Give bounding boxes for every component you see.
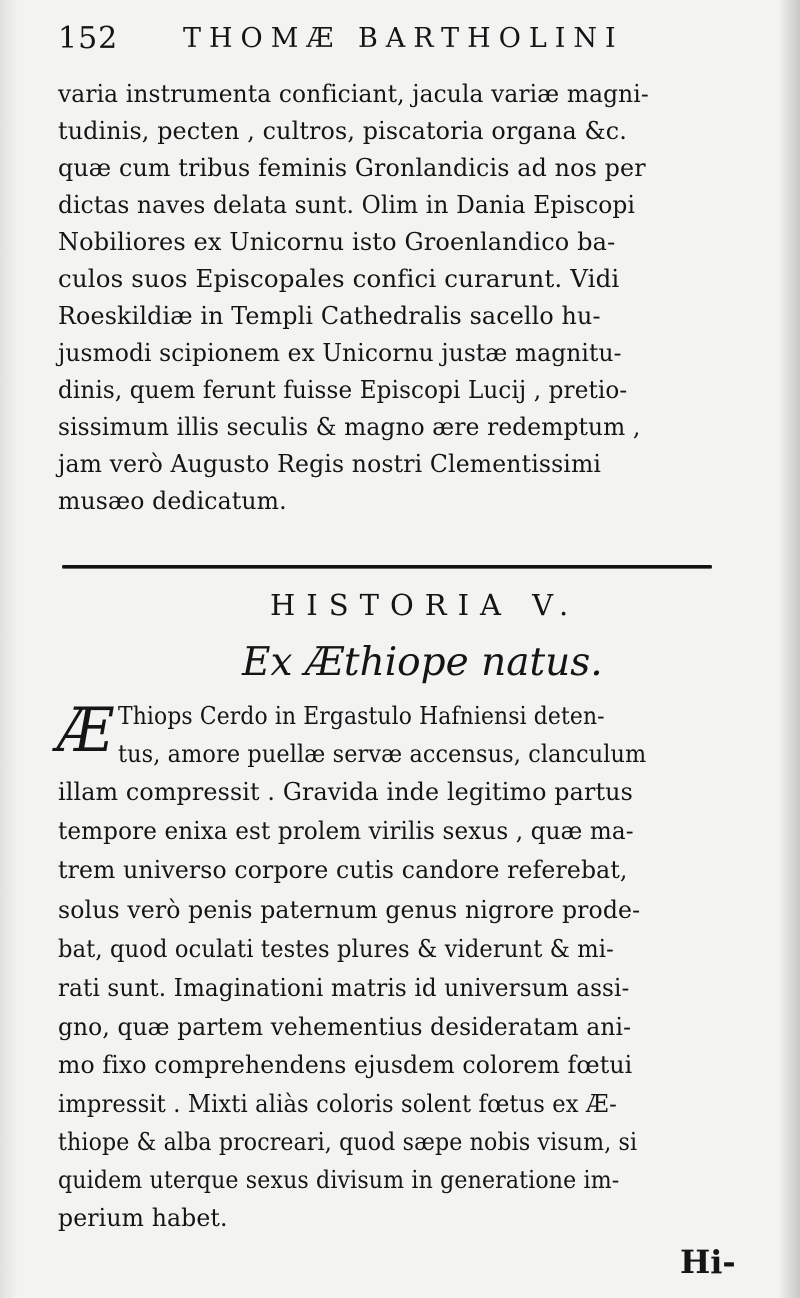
story-line: impressit . Mixti aliàs coloris solent fœtus ex Æ-	[58, 1090, 617, 1118]
page-header	[58, 18, 748, 68]
section-heading: HISTORIA V.	[270, 588, 580, 622]
body-line: varia instrumenta conficiant, jacula variæ magni-	[58, 80, 649, 108]
story-line: trem universo corpore cutis candore referebat,	[58, 856, 628, 884]
story-line: rati sunt. Imaginationi matris id universum assi-	[58, 974, 630, 1002]
body-line: jusmodi scipionem ex Unicornu justæ magnitu-	[58, 339, 622, 367]
section-divider-rule	[62, 565, 712, 568]
story-line: bat, quod oculati testes plures & viderunt & mi-	[58, 935, 614, 963]
right-page-edge-shadow	[778, 0, 800, 1298]
body-line: sissimum illis seculis & magno ære redemptum ,	[58, 413, 641, 441]
body-line: tudinis, pecten , cultros, piscatoria organa &c.	[58, 117, 627, 145]
body-line: dictas naves delata sunt. Olim in Dania Episcopi	[58, 191, 636, 219]
page-number: 152	[58, 21, 119, 56]
story-line: illam compressit . Gravida inde legitimo partus	[58, 778, 633, 806]
drop-cap: Æ	[57, 695, 114, 766]
story-line-with-drop-cap: tus, amore puellæ servæ accensus, clanculum	[118, 740, 647, 768]
body-line: dinis, quem ferunt fuisse Episcopi Lucij , pretio-	[58, 376, 628, 404]
story-line: solus verò penis paternum genus nigrore prode-	[58, 896, 641, 924]
story-line: thiope & alba procreari, quod sæpe nobis visum, si	[58, 1128, 638, 1156]
story-line: mo fixo comprehendens ejusdem colorem fœtui	[58, 1051, 633, 1079]
running-title: THOMÆ BARTHOLINI	[183, 23, 624, 54]
story-line-with-drop-cap: Thiops Cerdo in Ergastulo Hafniensi deten-	[118, 702, 605, 730]
catchword: Hi-	[680, 1243, 736, 1281]
body-line: culos suos Episcopales confici curarunt. Vidi	[58, 265, 620, 293]
story-line: tempore enixa est prolem virilis sexus , quæ ma-	[58, 817, 634, 845]
story-line: gno, quæ partem vehementius desideratam ani-	[58, 1013, 632, 1041]
body-line: quæ cum tribus feminis Gronlandicis ad nos per	[58, 154, 646, 182]
body-line: jam verò Augusto Regis nostri Clementissimi	[58, 450, 602, 478]
left-page-gutter-shadow	[0, 0, 18, 1298]
body-line: Nobiliores ex Unicornu isto Groenlandico ba-	[58, 228, 616, 256]
body-line: Roeskildiæ in Templi Cathedralis sacello hu-	[58, 302, 601, 330]
section-title: Ex Æthiope natus.	[242, 640, 603, 685]
story-line: perium habet.	[58, 1204, 228, 1232]
body-line: musæo dedicatum.	[58, 487, 287, 515]
story-line: quidem uterque sexus divisum in generatione im-	[58, 1166, 620, 1194]
